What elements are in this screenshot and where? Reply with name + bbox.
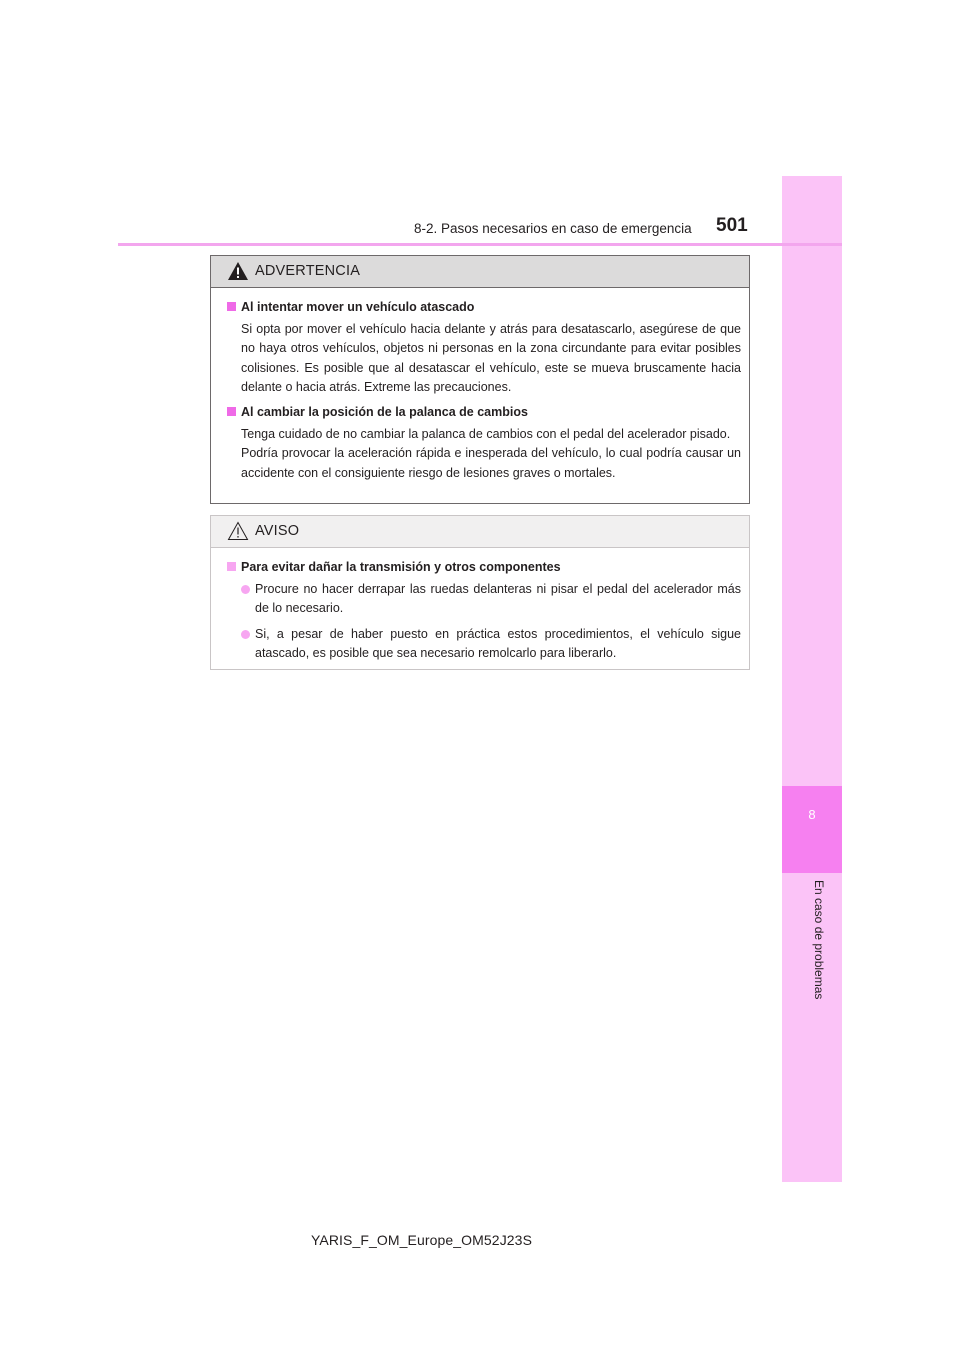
round-bullet-icon [241, 630, 250, 639]
round-bullet-icon [241, 585, 250, 594]
notice-box [210, 515, 750, 670]
page-number: 501 [716, 215, 748, 236]
side-tab-bar [782, 176, 842, 1182]
warning-section-heading: Al intentar mover un vehículo atascado [227, 298, 741, 316]
warning-triangle-icon [227, 261, 249, 281]
footer-code: YARIS_F_OM_Europe_OM52J23S [311, 1232, 533, 1248]
warning-section-heading: Al cambiar la posición de la palanca de cambios [227, 403, 741, 421]
chapter-tab [782, 786, 842, 873]
header-rule [118, 243, 842, 246]
chapter-label: En caso de problemas [812, 880, 826, 1000]
section-title: 8-2. Pasos necesarios en caso de emergencia [414, 221, 692, 236]
notice-box-title: AVISO [255, 523, 300, 539]
caution-triangle-icon [227, 521, 249, 541]
square-bullet-icon [227, 407, 236, 416]
warning-paragraph: Si opta por mover el vehículo hacia delante y atrás para desatascarlo, asegúrese de que no haya otros vehículos, objetos ni personas en la zona circundante para evitar posibles colisiones. Es posible que al desatascar el vehículo, este se mueva bruscamente hacia delante o hacia atrás. Extreme las precauciones. [241, 322, 741, 394]
warning-paragraph: Tenga cuidado de no cambiar la palanca de cambios con el pedal del acelerador pisado. [241, 427, 731, 442]
list-item: Procure no hacer derrapar las ruedas delanteras ni pisar el pedal del acelerador más de lo necesario. [227, 580, 741, 619]
warning-box [210, 255, 750, 504]
notice-section-heading: Para evitar dañar la transmisión y otros componentes [227, 558, 741, 576]
square-bullet-icon [227, 562, 236, 571]
notice-box-header [211, 516, 749, 548]
warning-paragraph: Podría provocar la aceleración rápida e inesperada del vehículo, lo cual podría causar un accidente con el consiguiente riesgo de lesiones graves o mortales. [241, 446, 741, 480]
square-bullet-icon [227, 302, 236, 311]
chapter-number: 8 [808, 807, 816, 822]
list-item: Si, a pesar de haber puesto en práctica estos procedimientos, el vehículo sigue atascado, es posible que sea necesario remolcarlo para liberarlo. [227, 625, 741, 664]
warning-box-title: ADVERTENCIA [255, 263, 361, 279]
warning-box-header [211, 256, 749, 288]
